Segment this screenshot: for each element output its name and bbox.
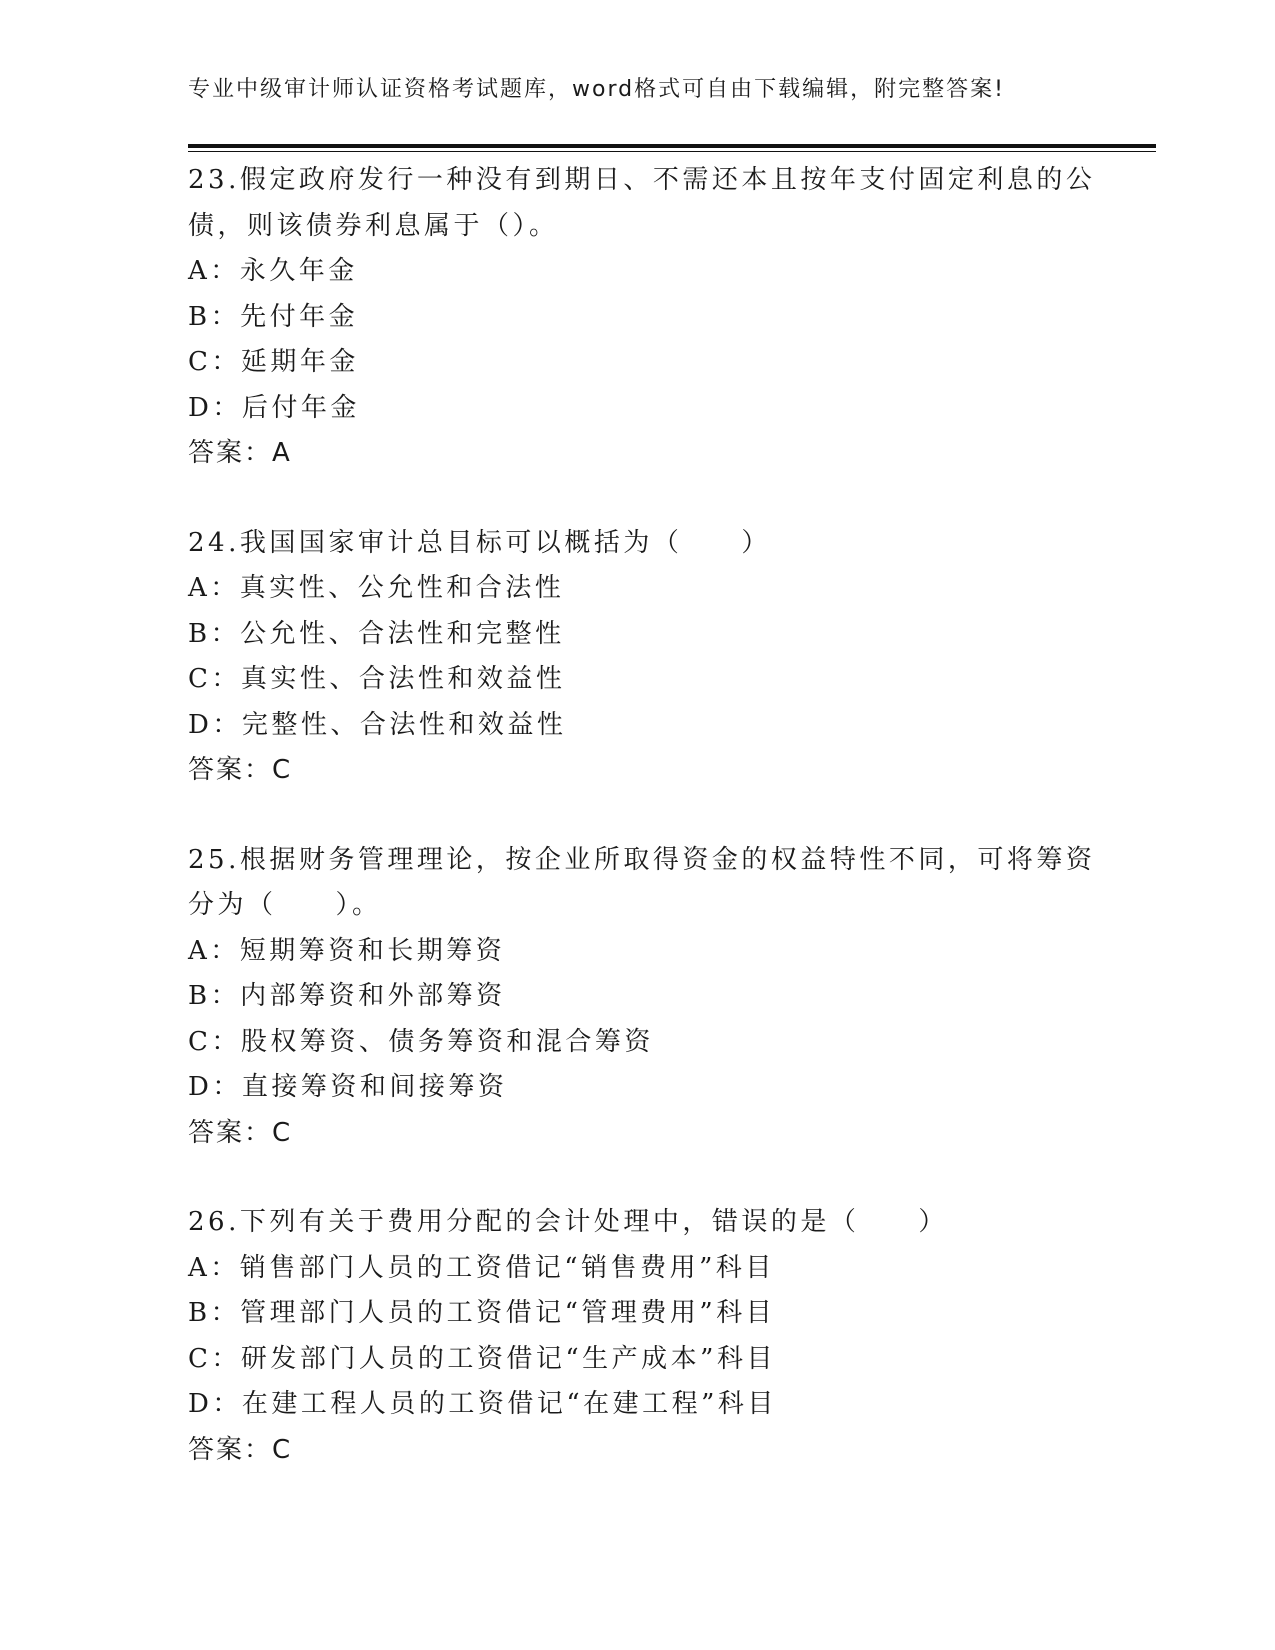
option-d: D：在建工程人员的工资借记“在建工程”科目 <box>188 1389 777 1419</box>
option-b: B：先付年金 <box>188 301 359 332</box>
option-a: A：真实性、公允性和合法性 <box>188 573 565 603</box>
question-stem-line: 债，则该债券利息属于（）。 <box>188 210 559 241</box>
answer-line: 答案：C <box>188 1434 293 1465</box>
option-d: D：完整性、合法性和效益性 <box>188 709 567 740</box>
option-a: A：销售部门人员的工资借记“销售费用”科目 <box>188 1252 775 1283</box>
answer-line: 答案：C <box>188 1117 293 1148</box>
question-26 <box>188 1200 1088 1473</box>
header-rule-thick <box>188 144 1156 148</box>
option-b: B：内部筹资和外部筹资 <box>188 981 506 1011</box>
option-b: B：公允性、合法性和完整性 <box>188 618 565 649</box>
option-a: A：短期筹资和长期筹资 <box>188 935 506 966</box>
option-c: C：股权筹资、债务筹资和混合筹资 <box>188 1026 654 1057</box>
question-stem-line: 25.根据财务管理理论，按企业所取得资金的权益特性不同，可将筹资 <box>188 844 1096 875</box>
option-d: D：后付年金 <box>188 392 360 423</box>
question-stem-line: 24.我国国家审计总目标可以概括为（ ） <box>188 527 771 558</box>
question-25 <box>188 838 1096 1157</box>
question-list <box>188 158 1096 1517</box>
question-stem-line: 分为（ ）。 <box>188 890 382 920</box>
question-stem-line: 26.下列有关于费用分配的会计处理中，错误的是（ ） <box>188 1207 948 1237</box>
header-rule-thin <box>188 151 1156 152</box>
page-header-text: 专业中级审计师认证资格考试题库，word格式可自由下载编辑，附完整答案! <box>188 77 1005 102</box>
option-b: B：管理部门人员的工资借记“管理费用”科目 <box>188 1298 776 1328</box>
answer-line: 答案：C <box>188 755 293 785</box>
question-stem-line: 23.假定政府发行一种没有到期日、不需还本且按年支付固定利息的公 <box>188 165 1096 195</box>
option-d: D：直接筹资和间接筹资 <box>188 1072 508 1102</box>
question-23 <box>188 158 1096 477</box>
option-c: C：研发部门人员的工资借记“生产成本”科目 <box>188 1343 776 1374</box>
option-c: C：真实性、合法性和效益性 <box>188 664 566 694</box>
question-24 <box>188 521 1088 794</box>
option-c: C：延期年金 <box>188 347 359 377</box>
answer-line: 答案：A <box>188 438 292 468</box>
option-a: A：永久年金 <box>188 256 358 286</box>
